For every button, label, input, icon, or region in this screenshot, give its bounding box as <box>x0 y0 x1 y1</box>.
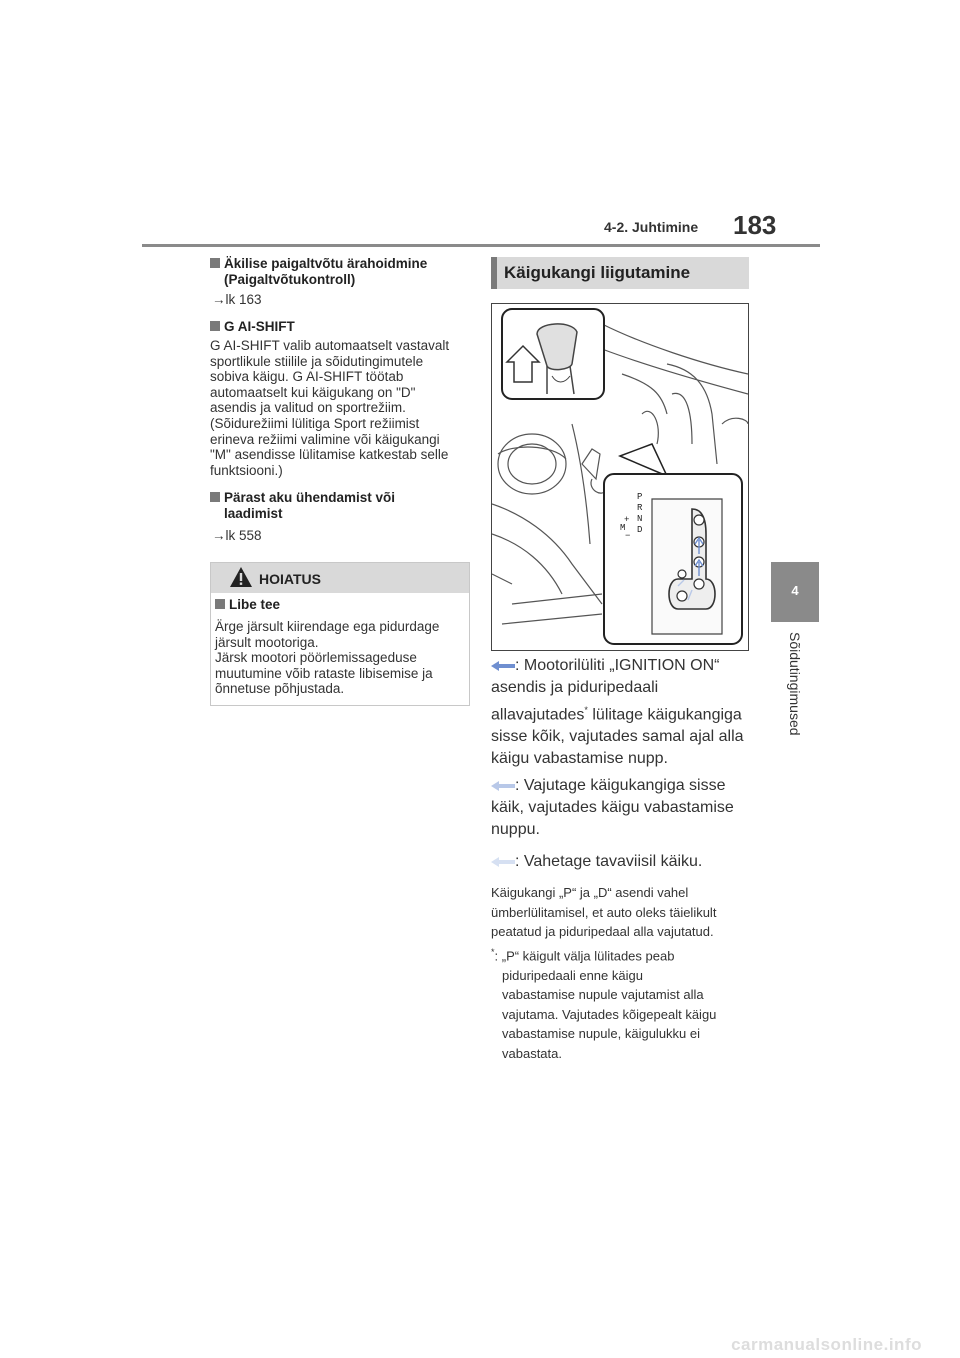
text-line: käigu vabastamise nupp. <box>491 750 668 768</box>
text-line: "M" asendisse lülitamise katkestab selle <box>210 447 449 463</box>
section-heading-cont: laadimist <box>224 506 283 521</box>
gate-letter-d: D <box>637 525 643 535</box>
gate-letter-r: R <box>637 503 643 513</box>
text-line: : Vajutage käigukangiga sisse <box>491 775 761 797</box>
gate-letter-n: N <box>637 514 643 524</box>
text-line: asendis ja piduripedaali <box>491 679 659 696</box>
text-line: õnnetuse põhjustada. <box>215 681 345 697</box>
text-line: vajutama. Vajutades kõigepealt käigu <box>502 1006 717 1022</box>
text-line: (Sõidurežiimi lülitiga Sport režiimist <box>210 415 420 431</box>
section-title: 4-2. Juhtimine <box>604 219 699 235</box>
arrow-dark-blue-icon <box>491 661 515 671</box>
text-line: funktsiooni.) <box>210 462 283 478</box>
footnote-star: * <box>491 947 495 957</box>
text-line: asendis ja valitud on sportrežiim. <box>210 400 406 416</box>
section-battery <box>210 490 472 522</box>
section-heading-cont: (Paigaltvõtukontroll) <box>224 272 356 287</box>
note-paragraph <box>491 883 761 942</box>
chapter-title-text: Sõidutingimused <box>787 632 803 736</box>
square-bullet-icon <box>210 258 220 268</box>
warning-box <box>210 562 470 706</box>
gate-mode-m: M <box>620 523 626 533</box>
text-line: allavajutades* lülitage käigukangiga <box>491 705 742 724</box>
text-line: Käigukangi „P“ ja „D“ asendi vahel <box>491 885 689 900</box>
shift-lever-drawing <box>492 304 748 650</box>
text-line: sportlikule stiilile ja sõidutingimutele <box>210 353 424 369</box>
text-line: G AI-SHIFT valib automaatselt vastavalt <box>210 338 450 353</box>
text-line: sobiva käigu. G AI-SHIFT töötab <box>210 369 404 385</box>
warning-triangle-icon <box>229 566 253 588</box>
text-line: ümberlülitamisel, et auto oleks täielikult <box>491 904 717 920</box>
text-line: automaatselt kui käigukang on "D" <box>210 384 416 400</box>
arrow-right-icon: → <box>212 292 226 307</box>
chapter-title <box>765 632 825 752</box>
text-line: muutumine võib rataste libisemise ja <box>215 665 433 681</box>
instruction-item-2 <box>491 775 761 841</box>
text-line: : Vahetage tavaviisil käiku. <box>491 851 761 873</box>
text-line: : Mootorilüliti „IGNITION ON“ <box>491 655 761 677</box>
arrow-right-icon: → <box>212 528 226 543</box>
header-rule <box>142 244 820 247</box>
arrow-lighter-blue-icon <box>491 857 515 867</box>
text-line: vabastamise nupule vajutamist alla <box>502 987 704 1003</box>
text-line: järsult mootoriga. <box>215 634 319 650</box>
chapter-number: 4 <box>791 583 799 598</box>
warning-header <box>211 563 469 593</box>
square-bullet-icon <box>215 599 225 609</box>
page-reference[interactable]: →lk 163 <box>212 292 262 307</box>
text-line: käik, vajutades käigu vabastamise <box>491 799 734 816</box>
text-line: peatatud ja piduripedaal alla vajutatud. <box>491 924 714 939</box>
warning-body <box>215 597 465 697</box>
text-line: vabastata. <box>502 1045 562 1061</box>
section-title-shift: Käigukangi liigutamine <box>504 263 691 282</box>
watermark: carmanualsonline.info <box>731 1335 922 1354</box>
inset-pointer <box>620 444 667 476</box>
text-line: Ärge järsult kiirendage ega pidurdage <box>215 619 440 634</box>
text-line: *: „P“ käigult välja lülitades peab <box>491 947 675 964</box>
gate-mode-plus: + <box>624 515 630 525</box>
arrow-light-blue-icon <box>491 781 515 791</box>
footnote <box>491 943 761 1063</box>
section-startup-control <box>210 256 472 288</box>
section-heading: Äkilise paigaltvõtu ärahoidmine <box>210 256 472 272</box>
text-line: sisse kõik, vajutades samal ajal alla <box>491 728 744 746</box>
gate-mode-minus: − <box>625 531 631 541</box>
text-line: erineva režiimi valimine või käigukangi <box>210 431 440 447</box>
warning-subtitle: Libe tee <box>215 597 465 613</box>
warning-title: HOIATUS <box>259 571 321 587</box>
text-line: vabastamise nupule, käigulukku ei <box>502 1026 701 1042</box>
shift-lever-illustration <box>491 303 749 651</box>
instruction-item-1 <box>491 655 761 770</box>
ai-shift-paragraph <box>210 338 472 478</box>
page-number: 183 <box>733 210 777 240</box>
square-bullet-icon <box>210 492 220 502</box>
square-bullet-icon <box>210 321 220 331</box>
page-reference[interactable]: →lk 558 <box>212 528 262 543</box>
section-heading: Pärast aku ühendamist või <box>210 490 472 506</box>
text-line: nuppu. <box>491 821 540 838</box>
gate-letter-p: P <box>637 492 643 502</box>
text-line: piduripedaali enne käigu <box>502 967 643 983</box>
instruction-item-3 <box>491 851 761 873</box>
footnote-star: * <box>584 705 588 715</box>
title-bar-accent <box>491 257 497 289</box>
text-line: Järsk mootori pöörlemissageduse <box>215 650 417 666</box>
section-heading-ai-shift: G AI-SHIFT <box>210 319 295 335</box>
